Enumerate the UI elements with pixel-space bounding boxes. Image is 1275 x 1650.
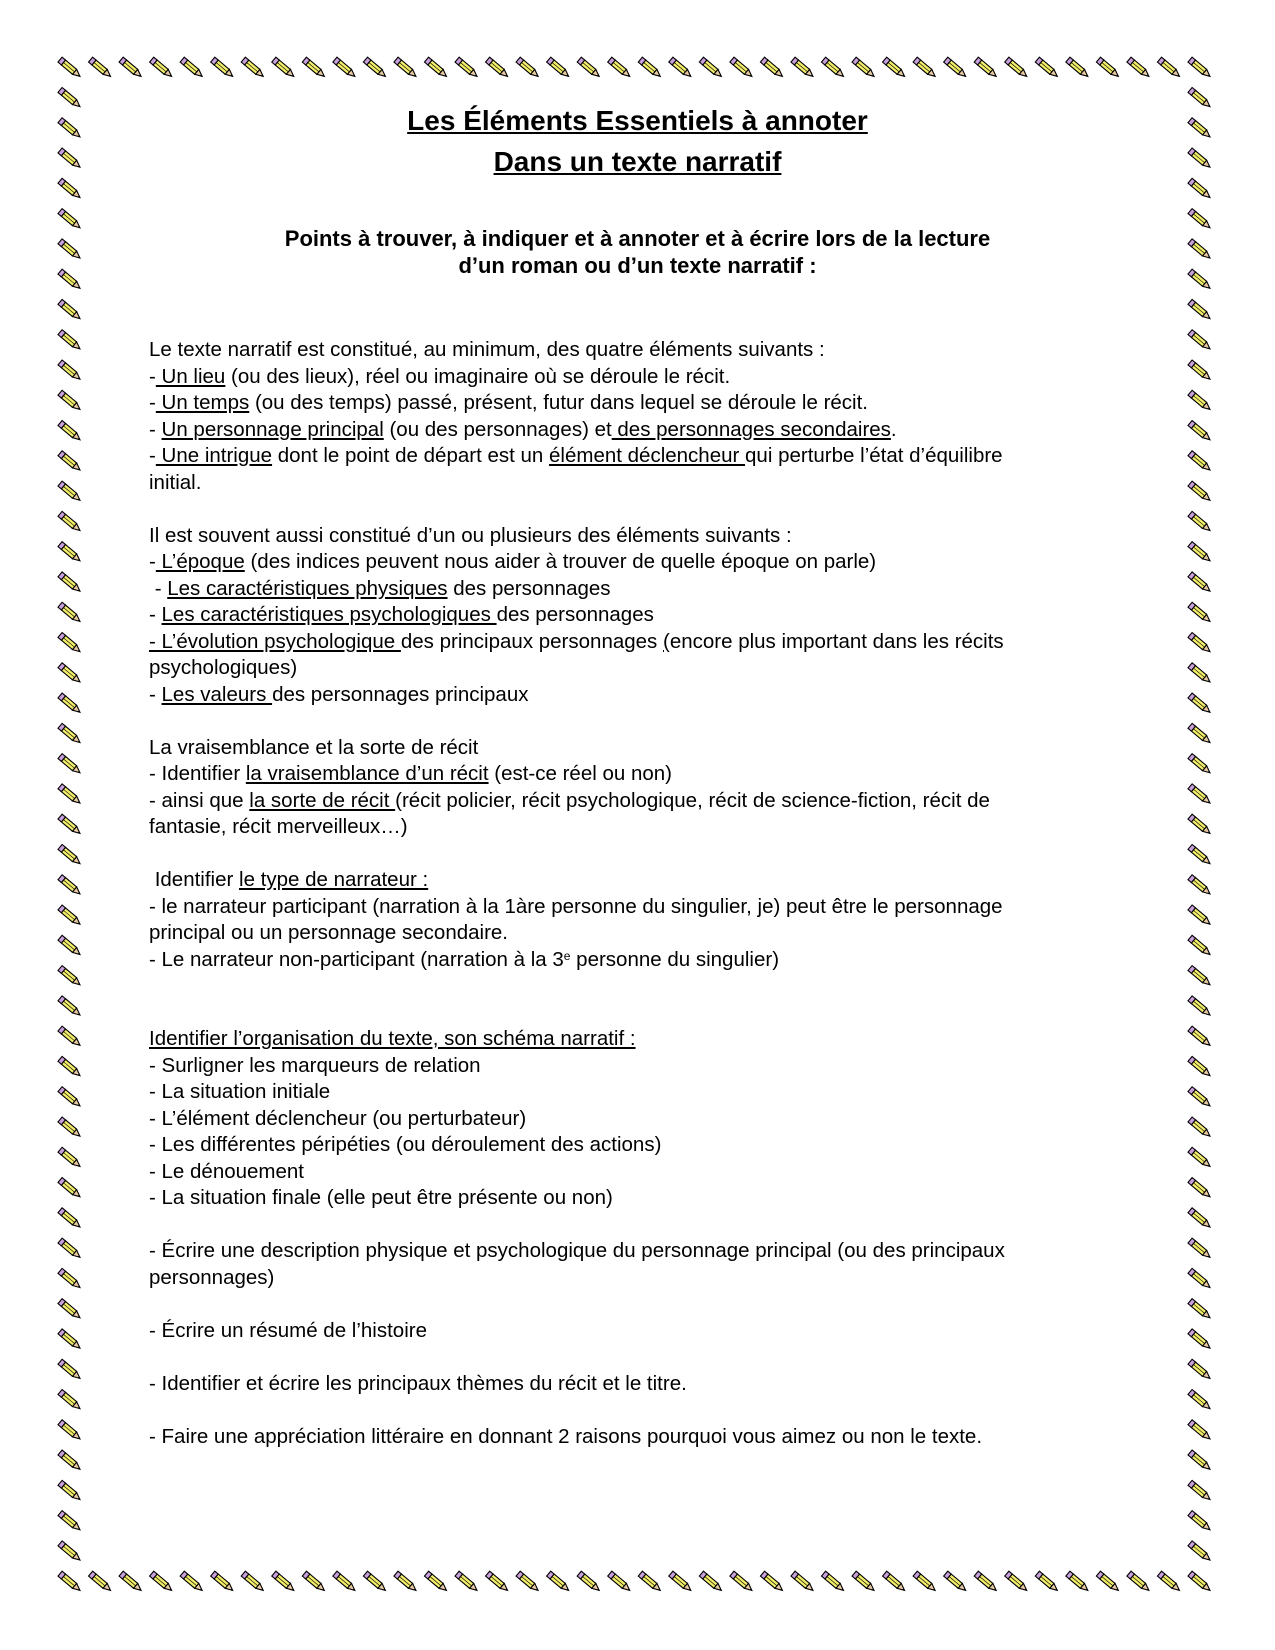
section-schema <box>149 1026 1134 1212</box>
list-item: - Les différentes péripéties (ou déroulement des actions) <box>149 1133 662 1156</box>
optional-item-evolution-cont: psychologiques) <box>149 656 298 679</box>
optional-item-psychologiques: - Les caractéristiques psychologiques des personnages <box>149 603 654 626</box>
optional-intro: Il est souvent aussi constitué d’un ou plusieurs des éléments suivants : <box>149 523 792 547</box>
optional-item-evolution: - L’évolution psychologique des principaux personnages (encore plus important dans les récits <box>149 629 1004 653</box>
optional-item-epoque: - L’époque (des indices peuvent nous aider à trouver de quelle époque on parle) <box>149 550 877 573</box>
page-title: Les Éléments Essentiels à annoter <box>407 105 868 136</box>
essentials-item-intrigue: - Une intrigue dont le point de départ est un élément déclencheur qui perturbe l’état d’équilibre <box>149 444 1003 467</box>
main-content <box>149 337 1134 1450</box>
list-item: - La situation finale (elle peut être présente ou non) <box>149 1186 613 1209</box>
schema-heading: Identifier l’organisation du texte, son schéma narratif : <box>149 1027 636 1050</box>
narrateur-item-participant: - le narrateur participant (narration à la 1àre personne du singulier, je) peut être le personnage <box>149 894 1003 918</box>
vraisemblance-item-1: - Identifier la vraisemblance d’un récit (est-ce réel ou non) <box>149 762 673 785</box>
section-narrateur <box>149 867 1134 973</box>
section-vraisemblance <box>149 735 1134 841</box>
essentials-item-temps: - Un temps (ou des temps) passé, présent, futur dans lequel se déroule le récit. <box>149 391 869 414</box>
narrateur-item-participant-cont: principal ou un personnage secondaire. <box>149 921 509 944</box>
vraisemblance-item-2-cont: fantasie, récit merveilleux…) <box>149 815 408 838</box>
list-item: - Surligner les marqueurs de relation <box>149 1053 481 1077</box>
essentials-item-personnages: - Un personnage principal (ou des personnages) et des personnages secondaires. <box>149 417 897 441</box>
task-description-cont: personnages) <box>149 1265 275 1289</box>
list-item: - Le dénouement <box>149 1159 305 1183</box>
narrateur-item-non-participant: - Le narrateur non-participant (narration à la 3e personne du singulier) <box>149 947 780 971</box>
list-item: - L’élément déclencheur (ou perturbateur) <box>149 1106 527 1130</box>
task-themes: - Identifier et écrire les principaux thèmes du récit et le titre. <box>149 1371 687 1395</box>
vraisemblance-intro: La vraisemblance et la sorte de récit <box>149 735 479 759</box>
task-resume: - Écrire un résumé de l’histoire <box>149 1318 427 1342</box>
page-title-line2: Dans un texte narratif <box>493 146 782 177</box>
section-essentials <box>149 337 1134 496</box>
essentials-intro: Le texte narratif est constitué, au minimum, des quatre éléments suivants : <box>149 338 825 361</box>
essentials-item-intrigue-cont: initial. <box>149 470 202 494</box>
vraisemblance-item-2: - ainsi que la sorte de récit (récit policier, récit psychologique, récit de science-fiction, récit de <box>149 788 990 812</box>
task-appreciation: - Faire une appréciation littéraire en donnant 2 raisons pourquoi vous aimez ou non le texte. <box>149 1424 983 1448</box>
list-item: - La situation initiale <box>149 1080 331 1103</box>
narrateur-intro: Identifier le type de narrateur : <box>149 868 429 891</box>
subtitle-line1: Points à trouver, à indiquer et à annoter et à écrire lors de la lecture <box>284 226 991 251</box>
optional-item-valeurs: - Les valeurs des personnages principaux <box>149 682 529 706</box>
task-description: - Écrire une description physique et psychologique du personnage principal (ou des principaux <box>149 1239 1005 1262</box>
essentials-item-lieu: - Un lieu (ou des lieux), réel ou imaginaire où se déroule le récit. <box>149 364 731 388</box>
section-tasks <box>149 1238 1134 1450</box>
subtitle-line2: d’un roman ou d’un texte narratif : <box>458 253 817 278</box>
optional-item-physiques: - Les caractéristiques physiques des personnages <box>149 576 611 600</box>
section-optional <box>149 523 1134 709</box>
